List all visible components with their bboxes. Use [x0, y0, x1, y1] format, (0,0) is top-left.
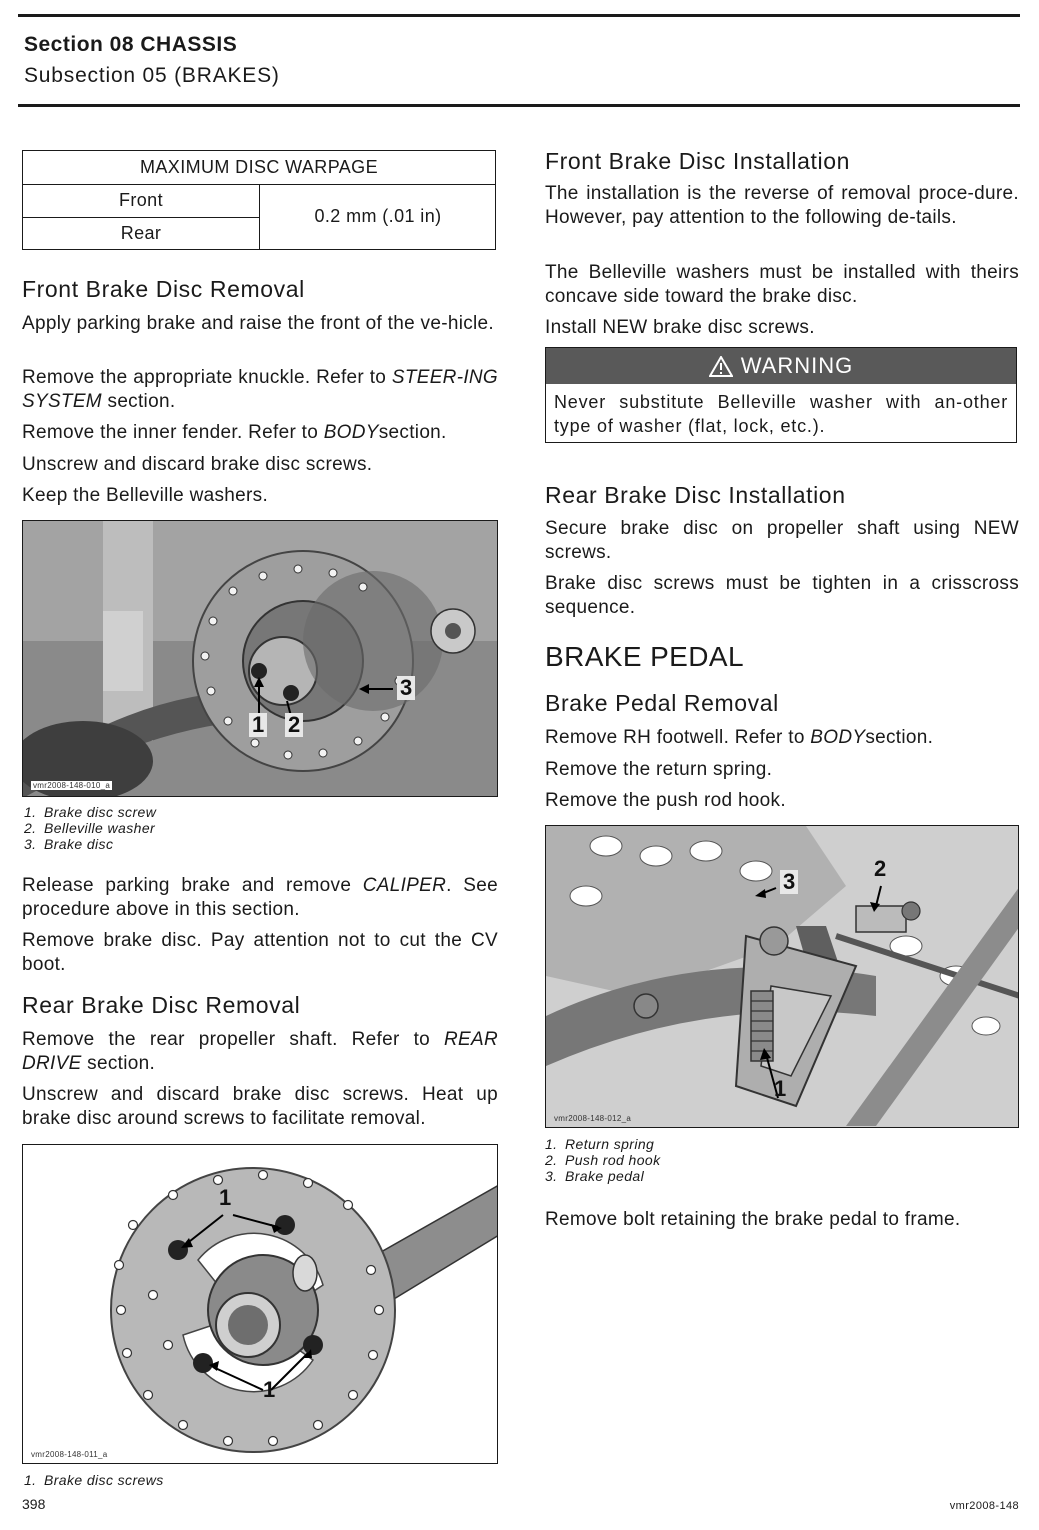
legend-item: 3. Brake pedal — [545, 1168, 645, 1184]
para-rear-install-2: Brake disc screws must be tighten in a crisscross sequence. — [545, 573, 1019, 618]
table-row-rear: Rear — [23, 217, 260, 249]
ref-steering-system: STEER-ING SYSTEM — [22, 367, 498, 412]
para-remove-bolt: Remove bolt retaining the brake pedal to frame. — [545, 1209, 961, 1230]
figure1-legend — [24, 804, 156, 852]
legend-item: 1. Return spring — [545, 1136, 655, 1152]
legend-item: 2. Belleville washer — [24, 820, 156, 836]
section-title: Section 08 CHASSIS — [24, 33, 238, 56]
ref-body: BODY — [323, 422, 379, 443]
figure-front-brake-disc — [22, 520, 498, 797]
subsection-title: Subsection 05 (BRAKES) — [24, 64, 280, 87]
figure-brake-pedal — [545, 825, 1019, 1128]
para-pedal-3: Remove the push rod hook. — [545, 790, 786, 811]
legend-item: 1. Brake disc screws — [24, 1472, 164, 1488]
warning-label: WARNING — [740, 353, 854, 378]
heading-rear-removal: Rear Brake Disc Removal — [22, 992, 301, 1018]
callout-1-bottom: 1 — [263, 1377, 276, 1402]
callout-2: 2 — [874, 856, 887, 881]
heading-brake-pedal: BRAKE PEDAL — [545, 641, 744, 672]
para-remove-disc: Remove brake disc. Pay attention not to cut the CV boot. — [22, 930, 498, 975]
disc-warpage-table — [22, 150, 496, 250]
para-front-removal-1: Apply parking brake and raise the front of the ve-hicle. — [22, 313, 495, 334]
legend-item: 2. Push rod hook — [545, 1152, 661, 1168]
table-value: 0.2 mm (.01 in) — [314, 206, 442, 226]
para-front-removal-2: Remove the appropriate knuckle. Refer to STEER-ING SYSTEM section. — [22, 367, 498, 412]
heading-brake-pedal-removal: Brake Pedal Removal — [545, 690, 779, 716]
header-rule — [18, 104, 1020, 107]
legend-item: 3. Brake disc — [24, 836, 114, 852]
para-front-removal-3: Remove the inner fender. Refer to BODYsection. — [22, 422, 447, 443]
figure-rear-brake-disc — [22, 1144, 498, 1464]
legend-item: 1. Brake disc screw — [24, 804, 157, 820]
page-number: 398 — [22, 1496, 46, 1512]
para-rear-removal-2: Unscrew and discard brake disc screws. Heat up brake disc around screws to facilitate removal. — [22, 1084, 498, 1129]
para-pedal-1: Remove RH footwell. Refer to BODYsection. — [545, 727, 934, 748]
figure2-legend — [24, 1472, 164, 1488]
warning-text: Never substitute Belleville washer with an-other type of washer (flat, lock, etc.). — [554, 392, 1008, 436]
heading-rear-install: Rear Brake Disc Installation — [545, 482, 846, 508]
figure-code: vmr2008-148-010_a — [33, 781, 111, 790]
callout-1: 1 — [774, 1076, 787, 1101]
ref-body: BODY — [810, 727, 866, 748]
table-row-front: Front — [23, 184, 260, 218]
para-front-removal-5: Keep the Belleville washers. — [22, 485, 269, 506]
para-release-caliper: Release parking brake and remove CALIPER. See procedure above in this section. — [22, 875, 498, 920]
figure-code: vmr2008-148-012_a — [554, 1114, 632, 1123]
ref-rear-drive: REAR DRIVE — [22, 1029, 498, 1074]
para-rear-install-1: Secure brake disc on propeller shaft using NEW screws. — [545, 518, 1019, 563]
para-pedal-2: Remove the return spring. — [545, 759, 773, 780]
heading-front-install: Front Brake Disc Installation — [545, 148, 851, 174]
callout-1: 1 — [249, 713, 267, 737]
para-front-removal-4: Unscrew and discard brake disc screws. — [22, 454, 373, 475]
ref-caliper: CALIPER — [362, 875, 447, 896]
para-front-install-1: The installation is the reverse of removal proce-dure. However, pay attention to the following de-tails. — [545, 183, 1019, 228]
doc-code: vmr2008-148 — [949, 1500, 1019, 1512]
para-front-install-2: The Belleville washers must be installed with theirs concave side toward the brake disc. — [545, 262, 1019, 307]
figure3-legend — [545, 1136, 660, 1184]
callout-3: 3 — [397, 676, 415, 700]
figure-code: vmr2008-148-011_a — [31, 1450, 108, 1459]
warning-banner — [546, 348, 1016, 384]
warning-triangle-icon — [709, 356, 733, 377]
callout-1-top: 1 — [219, 1185, 232, 1210]
warning-box — [545, 347, 1017, 443]
callout-3: 3 — [780, 870, 798, 894]
para-rear-removal-1: Remove the rear propeller shaft. Refer to REAR DRIVE section. — [22, 1029, 498, 1074]
heading-front-removal: Front Brake Disc Removal — [22, 276, 305, 302]
callout-2: 2 — [285, 713, 303, 737]
para-front-install-3: Install NEW brake disc screws. — [545, 317, 815, 338]
table-heading: MAXIMUM DISC WARPAGE — [23, 151, 495, 185]
rear-disc-photo — [23, 1145, 498, 1464]
top-rule — [18, 14, 1020, 17]
front-disc-photo — [23, 521, 498, 797]
